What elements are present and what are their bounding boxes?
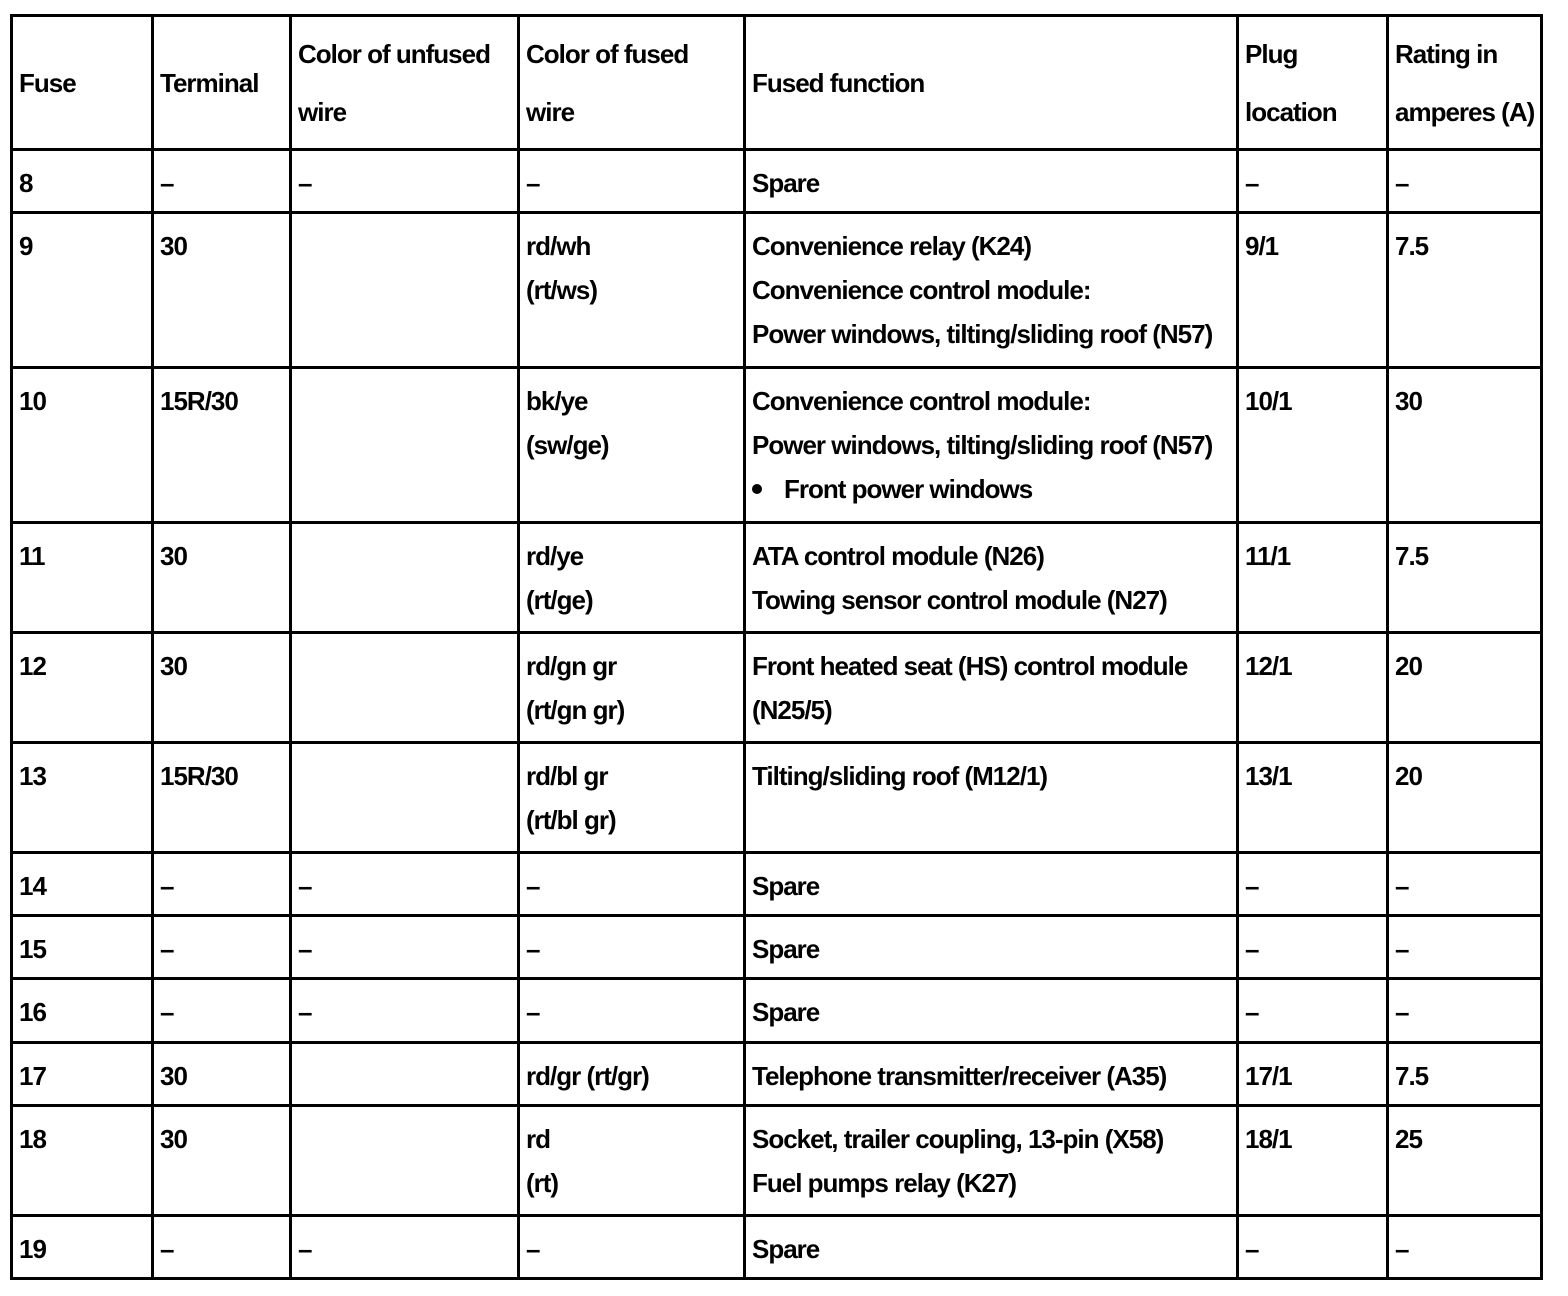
cell-terminal: 15R/30	[153, 743, 291, 853]
table-row	[12, 368, 1542, 523]
cell-unfused-wire	[291, 743, 519, 853]
cell-fuse: 15	[12, 916, 153, 979]
cell-rating: –	[1388, 979, 1542, 1042]
cell-fuse: 8	[12, 150, 153, 213]
header-plug-location: Plug location	[1238, 16, 1388, 150]
cell-fused-wire: rd/bl gr (rt/bl gr)	[519, 743, 745, 853]
cell-plug: 18/1	[1238, 1105, 1388, 1215]
cell-plug: 17/1	[1238, 1042, 1388, 1105]
cell-fused-wire: rd/gr (rt/gr)	[519, 1042, 745, 1105]
table-row	[12, 213, 1542, 368]
header-terminal: Terminal	[153, 16, 291, 150]
table-row	[12, 1215, 1542, 1278]
cell-rating: 20	[1388, 632, 1542, 742]
cell-function: Spare	[745, 853, 1238, 916]
cell-terminal: 30	[153, 522, 291, 632]
function-bullet-item: Front power windows	[752, 467, 1230, 511]
cell-fuse: 9	[12, 213, 153, 368]
table-row	[12, 916, 1542, 979]
cell-rating: 30	[1388, 368, 1542, 523]
cell-function: Spare	[745, 979, 1238, 1042]
cell-plug: 9/1	[1238, 213, 1388, 368]
table-row	[12, 522, 1542, 632]
cell-fuse: 17	[12, 1042, 153, 1105]
cell-fused-wire: rd/ye (rt/ge)	[519, 522, 745, 632]
cell-fuse: 12	[12, 632, 153, 742]
cell-terminal: –	[153, 979, 291, 1042]
cell-fuse: 18	[12, 1105, 153, 1215]
cell-terminal: 30	[153, 213, 291, 368]
cell-fused-wire: –	[519, 979, 745, 1042]
fuse-table-sheet	[10, 14, 1540, 1280]
cell-unfused-wire	[291, 522, 519, 632]
cell-rating: –	[1388, 1215, 1542, 1278]
header-color-unfused: Color of unfused wire	[291, 16, 519, 150]
header-rating: Rating in amperes (A)	[1388, 16, 1542, 150]
cell-fuse: 16	[12, 979, 153, 1042]
cell-fused-wire: rd/wh (rt/ws)	[519, 213, 745, 368]
table-row	[12, 1042, 1542, 1105]
cell-rating: 7.5	[1388, 1042, 1542, 1105]
header-color-fused: Color of fused wire	[519, 16, 745, 150]
cell-function: Spare	[745, 916, 1238, 979]
cell-rating: –	[1388, 853, 1542, 916]
cell-function: Socket, trailer coupling, 13-pin (X58) Fuel pumps relay (K27)	[745, 1105, 1238, 1215]
cell-function: ATA control module (N26) Towing sensor control module (N27)	[745, 522, 1238, 632]
cell-terminal: –	[153, 916, 291, 979]
cell-plug: 13/1	[1238, 743, 1388, 853]
cell-unfused-wire: –	[291, 853, 519, 916]
cell-terminal: –	[153, 150, 291, 213]
cell-unfused-wire	[291, 632, 519, 742]
cell-unfused-wire: –	[291, 979, 519, 1042]
cell-plug: 11/1	[1238, 522, 1388, 632]
cell-unfused-wire	[291, 1105, 519, 1215]
cell-fuse: 11	[12, 522, 153, 632]
cell-unfused-wire	[291, 1042, 519, 1105]
cell-terminal: 30	[153, 632, 291, 742]
table-row	[12, 979, 1542, 1042]
cell-plug: 12/1	[1238, 632, 1388, 742]
cell-rating: 20	[1388, 743, 1542, 853]
cell-rating: 7.5	[1388, 522, 1542, 632]
table-row	[12, 632, 1542, 742]
header-fuse: Fuse	[12, 16, 153, 150]
cell-terminal: 15R/30	[153, 368, 291, 523]
cell-terminal: –	[153, 853, 291, 916]
cell-rating: –	[1388, 916, 1542, 979]
cell-unfused-wire	[291, 368, 519, 523]
table-row	[12, 150, 1542, 213]
cell-plug: –	[1238, 916, 1388, 979]
cell-fused-wire: rd/gn gr (rt/gn gr)	[519, 632, 745, 742]
cell-terminal: 30	[153, 1105, 291, 1215]
cell-fuse: 19	[12, 1215, 153, 1278]
cell-rating: 7.5	[1388, 213, 1542, 368]
cell-fuse: 14	[12, 853, 153, 916]
cell-fused-wire: bk/ye (sw/ge)	[519, 368, 745, 523]
cell-unfused-wire: –	[291, 916, 519, 979]
cell-fused-wire: rd (rt)	[519, 1105, 745, 1215]
table-row	[12, 853, 1542, 916]
cell-terminal: 30	[153, 1042, 291, 1105]
cell-function: Spare	[745, 150, 1238, 213]
cell-function: Convenience relay (K24) Convenience control module: Power windows, tilting/sliding roof (N57)	[745, 213, 1238, 368]
table-row	[12, 743, 1542, 853]
cell-fused-wire: –	[519, 1215, 745, 1278]
fuse-table	[10, 14, 1543, 1280]
cell-plug: 10/1	[1238, 368, 1388, 523]
cell-fused-wire: –	[519, 853, 745, 916]
cell-plug: –	[1238, 150, 1388, 213]
header-row	[12, 16, 1542, 150]
table-row	[12, 1105, 1542, 1215]
cell-fuse: 10	[12, 368, 153, 523]
bullet-icon	[752, 484, 762, 494]
cell-plug: –	[1238, 1215, 1388, 1278]
cell-unfused-wire: –	[291, 150, 519, 213]
header-fused-function: Fused function	[745, 16, 1238, 150]
cell-function: Convenience control module: Power windows, tilting/sliding roof (N57) Front power windows	[745, 368, 1238, 523]
cell-rating: 25	[1388, 1105, 1542, 1215]
cell-fused-wire: –	[519, 916, 745, 979]
cell-function: Tilting/sliding roof (M12/1)	[745, 743, 1238, 853]
cell-function: Front heated seat (HS) control module (N25/5)	[745, 632, 1238, 742]
cell-plug: –	[1238, 979, 1388, 1042]
cell-rating: –	[1388, 150, 1542, 213]
cell-unfused-wire	[291, 213, 519, 368]
cell-terminal: –	[153, 1215, 291, 1278]
cell-fused-wire: –	[519, 150, 745, 213]
cell-plug: –	[1238, 853, 1388, 916]
cell-fuse: 13	[12, 743, 153, 853]
cell-unfused-wire: –	[291, 1215, 519, 1278]
cell-function: Telephone transmitter/receiver (A35)	[745, 1042, 1238, 1105]
cell-function: Spare	[745, 1215, 1238, 1278]
